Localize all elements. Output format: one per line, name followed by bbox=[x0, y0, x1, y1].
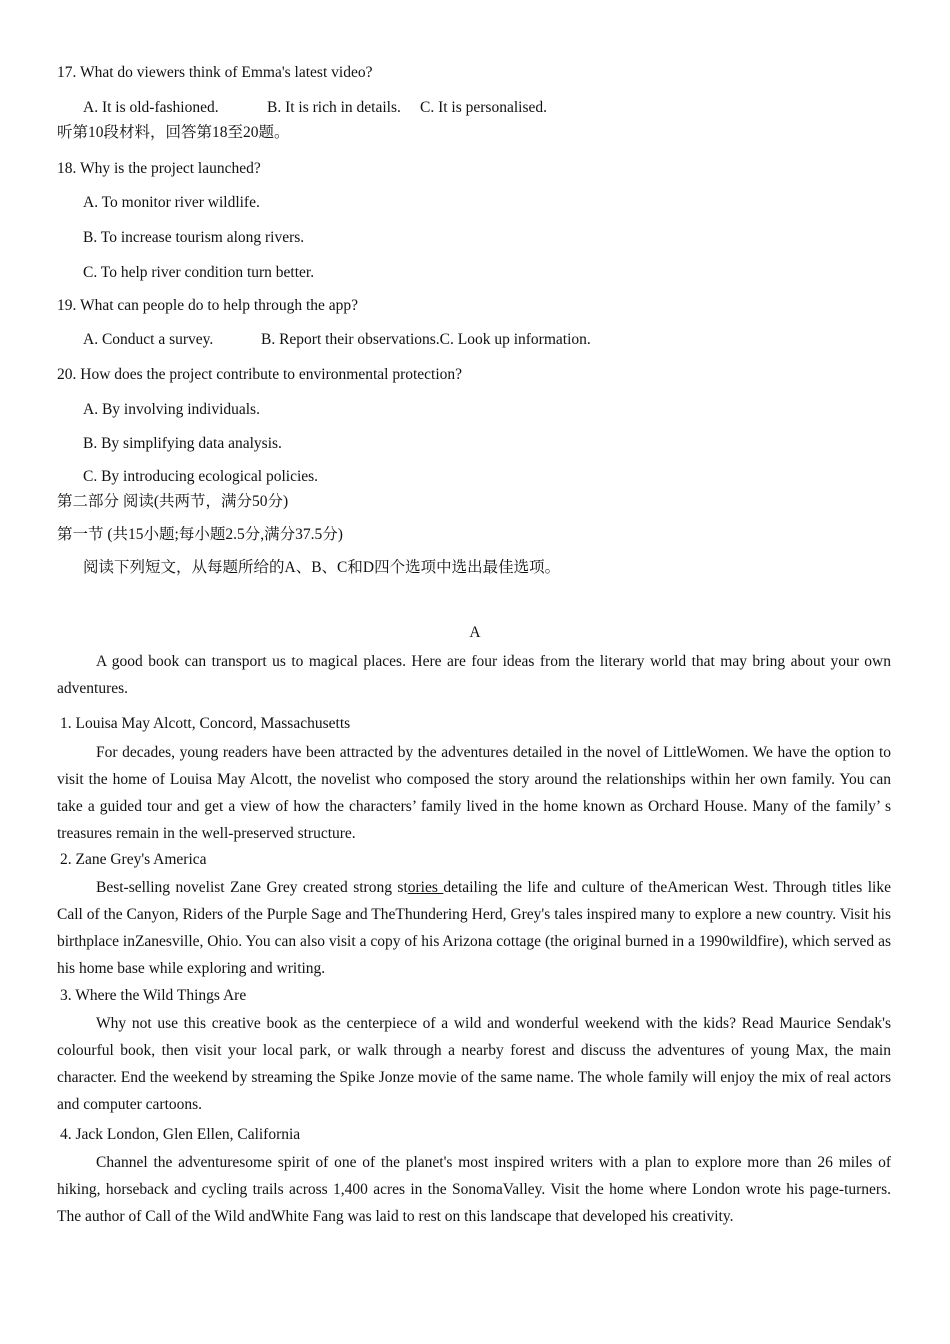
question-17-stem: 17. What do viewers think of Emma's latest video? bbox=[57, 64, 373, 81]
question-19-options bbox=[83, 330, 591, 350]
item-3-heading: 3. Where the Wild Things Are bbox=[60, 987, 247, 1004]
option-c: C. Look up information. bbox=[439, 331, 591, 348]
question-19-stem: 19. What can people do to help through the app? bbox=[57, 297, 359, 314]
item-4-body: Channel the adventuresome spirit of one of the planet's most inspired writers with a plan to explore more than 26 miles of hiking, horseback and cycling trails across 1,400 acres in the SonomaValley. Visit the home where London wrote his page-turners. The author of Call of the Wild andWhite Fang was laid to rest on this landscape that developed his creativity. bbox=[57, 1154, 891, 1226]
option-c: C. To help river condition turn better. bbox=[83, 264, 315, 281]
option-a: A. Conduct a survey. bbox=[83, 331, 214, 348]
option-b: B. Report their observations. bbox=[261, 331, 440, 348]
option-a: A. It is old-fashioned. bbox=[83, 99, 219, 116]
listening-instruction: 听第10段材料，回答第18至20题。 bbox=[57, 124, 290, 141]
option-a: A. By involving individuals. bbox=[83, 401, 260, 418]
underlined-text: ories bbox=[407, 879, 444, 896]
option-c: C. It is personalised. bbox=[420, 99, 547, 116]
reading-instruction: 阅读下列短文，从每题所给的A、B、C和D四个选项中选出最佳选项。 bbox=[83, 559, 561, 576]
option-b: B. To increase tourism along rivers. bbox=[83, 229, 305, 246]
section1-heading: 第一节 (共15小题;每小题2.5分,满分37.5分) bbox=[57, 526, 343, 543]
part2-heading: 第二部分 阅读(共两节，满分50分) bbox=[57, 493, 289, 510]
question-20-stem: 20. How does the project contribute to environmental protection? bbox=[57, 366, 463, 383]
option-c: C. By introducing ecological policies. bbox=[83, 468, 319, 485]
option-a: A. To monitor river wildlife. bbox=[83, 194, 260, 211]
item-2-heading: 2. Zane Grey's America bbox=[60, 851, 207, 868]
item-2-body: Best-selling novelist Zane Grey created strong stories detailing the life and culture of theAmerican West. Through titles like Call of the Canyon, Riders of the Purple Sage and TheThundering Herd, Grey's tales inspired many to explore a new country. Visit his birthplace inZanesville, Ohio. You can also visit a copy of his Arizona cottage (the original burned in a 1990wildfire), which served as his home base while exploring and writing. bbox=[57, 879, 891, 978]
option-b: B. By simplifying data analysis. bbox=[83, 435, 282, 452]
item-1-heading: 1. Louisa May Alcott, Concord, Massachusetts bbox=[60, 715, 351, 732]
passage-intro: A good book can transport us to magical places. Here are four ideas from the literary world that may bring about your own adventures. bbox=[57, 653, 891, 698]
item-4-heading: 4. Jack London, Glen Ellen, California bbox=[60, 1126, 301, 1143]
option-b: B. It is rich in details. bbox=[267, 99, 401, 116]
passage-label: A bbox=[469, 624, 481, 641]
item-3-body: Why not use this creative book as the centerpiece of a wild and wonderful weekend with the kids? Read Maurice Sendak's colourful book, then visit your local park, or walk through a nearby forest and discuss the adventures of young Max, the main character. End the weekend by streaming the Spike Jonze movie of the same name. The whole family will enjoy the mix of real actors and computer cartoons. bbox=[57, 1015, 891, 1114]
question-18-stem: 18. Why is the project launched? bbox=[57, 160, 261, 177]
question-17-options bbox=[83, 98, 547, 118]
item-1-body: For decades, young readers have been attracted by the adventures detailed in the novel of LittleWomen. We have the option to visit the home of Louisa May Alcott, the novelist who composed the story around the relationships within her own family. You can take a guided tour and get a view of how the characters’ family lived in the home known as Orchard House. Many of the family’ s treasures remain in the well-preserved structure. bbox=[57, 744, 891, 843]
